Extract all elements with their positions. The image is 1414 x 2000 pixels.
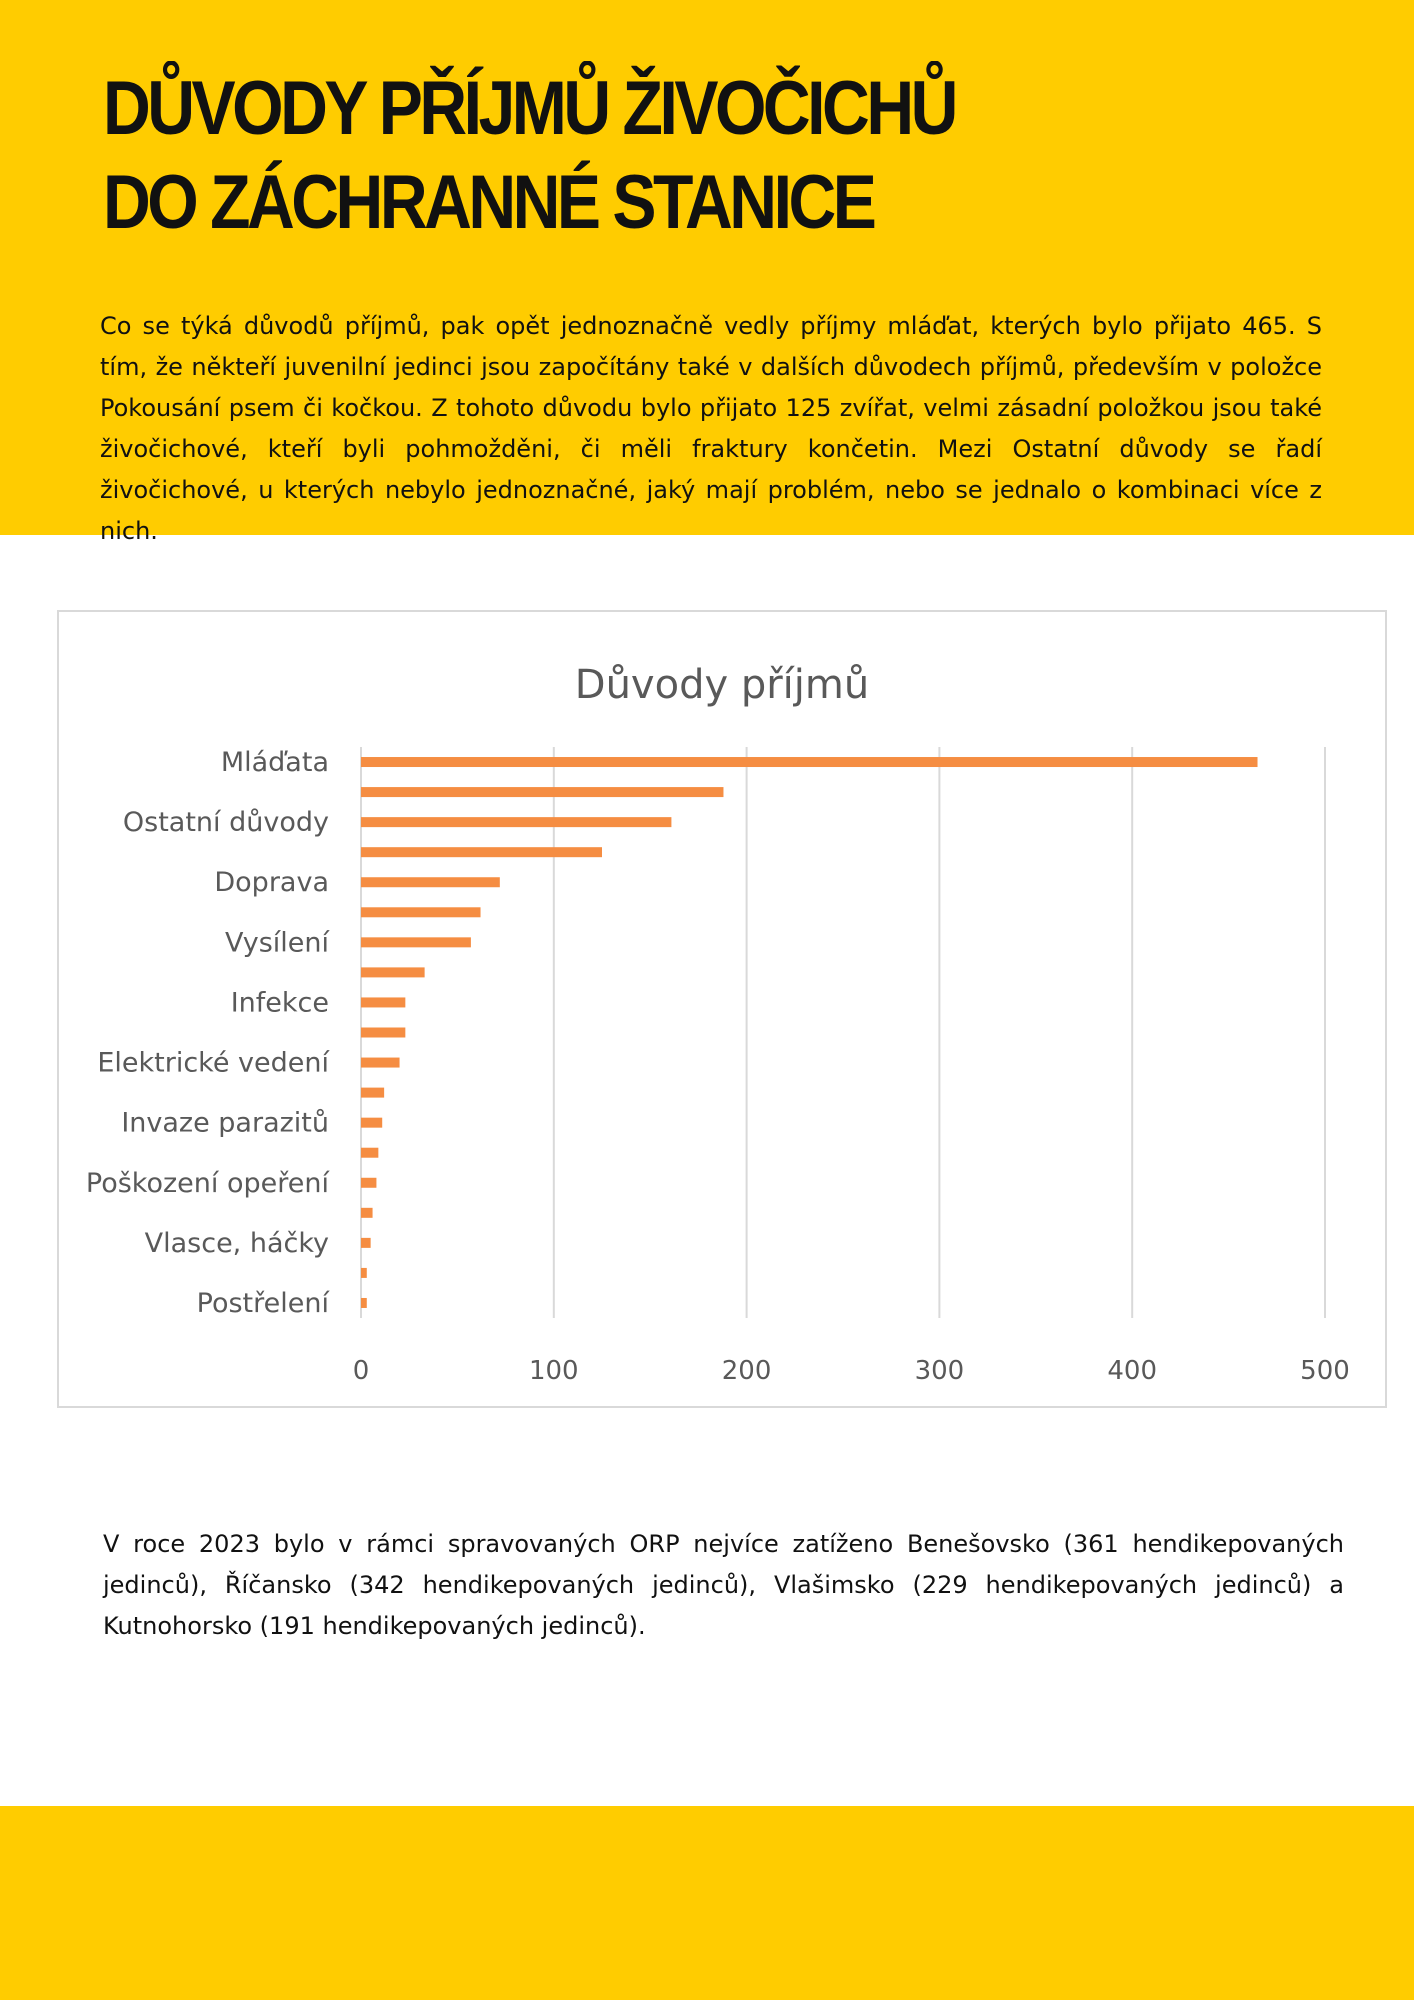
header-band bbox=[0, 0, 1414, 545]
page-title-line-1: DŮVODY PŘÍJMŮ ŽIVOČICHŮ bbox=[103, 66, 955, 151]
y-category-label: Mláďata bbox=[220, 747, 329, 779]
bar bbox=[361, 907, 481, 917]
x-tick-label: 400 bbox=[1107, 1356, 1158, 1386]
bar bbox=[361, 1058, 400, 1068]
y-category-label: Infekce bbox=[230, 987, 329, 1019]
y-category-label: Elektrické vedení bbox=[97, 1047, 329, 1079]
y-category-label: Vysílení bbox=[224, 927, 329, 959]
bar bbox=[361, 1088, 384, 1098]
footer-band bbox=[0, 1806, 1414, 2000]
page-title bbox=[103, 62, 955, 250]
bar bbox=[361, 1028, 405, 1038]
x-tick-label: 100 bbox=[528, 1356, 579, 1386]
page-title-line-2: DO ZÁCHRANNÉ STANICE bbox=[103, 160, 874, 245]
y-category-label: Vlasce, háčky bbox=[144, 1227, 329, 1259]
chart-container bbox=[57, 610, 1387, 1408]
x-tick-label: 200 bbox=[721, 1356, 772, 1386]
y-category-label: Ostatní důvody bbox=[122, 807, 329, 839]
chart-title: Důvody příjmů bbox=[574, 662, 870, 708]
bar bbox=[361, 1268, 367, 1278]
y-category-label: Doprava bbox=[214, 867, 329, 899]
x-tick-label: 300 bbox=[914, 1356, 965, 1386]
bar bbox=[361, 1208, 373, 1218]
x-tick-label: 500 bbox=[1300, 1356, 1350, 1386]
bar bbox=[361, 937, 471, 947]
bar bbox=[361, 967, 425, 977]
bar bbox=[361, 787, 723, 797]
summary-paragraph: V roce 2023 bylo v rámci spravovaných ORP nejvíce zatíženo Benešovsko (361 hendikepovaných jedinců), Říčansko (342 hendikepovaných jedinců), Vlašimsko (229 hendikepovaných jedinců) a Kutnohorsko (191 hendikepovaných jedinců). bbox=[103, 1530, 1344, 1640]
bar-chart bbox=[59, 612, 1385, 1406]
bar bbox=[361, 1298, 367, 1308]
bar bbox=[361, 847, 602, 857]
bar bbox=[361, 1238, 371, 1248]
y-category-label: Invaze parazitů bbox=[121, 1107, 329, 1139]
x-tick-label: 0 bbox=[352, 1356, 370, 1386]
bar bbox=[361, 997, 405, 1007]
bar bbox=[361, 757, 1258, 767]
intro-paragraph: Co se týká důvodů příjmů, pak opět jednoznačně vedly příjmy mláďat, kterých bylo přijato 465. S tím, že někteří juvenilní jedinci jsou započítány také v dalších důvodech příjmů, především v položce Pokousání psem či kočkou. Z tohoto důvodu bylo přijato 125 zvířat, velmi zásadní položkou jsou také živočichové, kteří byli pohmožděni, či měli fraktury končetin. Mezi Ostatní důvody se řadí živočichové, u kterých nebylo jednoznačné, jaký mají problém, nebo se jednalo o kombinaci více z nich. bbox=[100, 312, 1322, 545]
y-category-label: Poškození opeření bbox=[85, 1167, 329, 1199]
bar bbox=[361, 1178, 376, 1188]
bar bbox=[361, 877, 500, 887]
bar bbox=[361, 1118, 382, 1128]
bar bbox=[361, 1148, 378, 1158]
y-category-label: Postřelení bbox=[196, 1287, 329, 1319]
bar bbox=[361, 817, 671, 827]
